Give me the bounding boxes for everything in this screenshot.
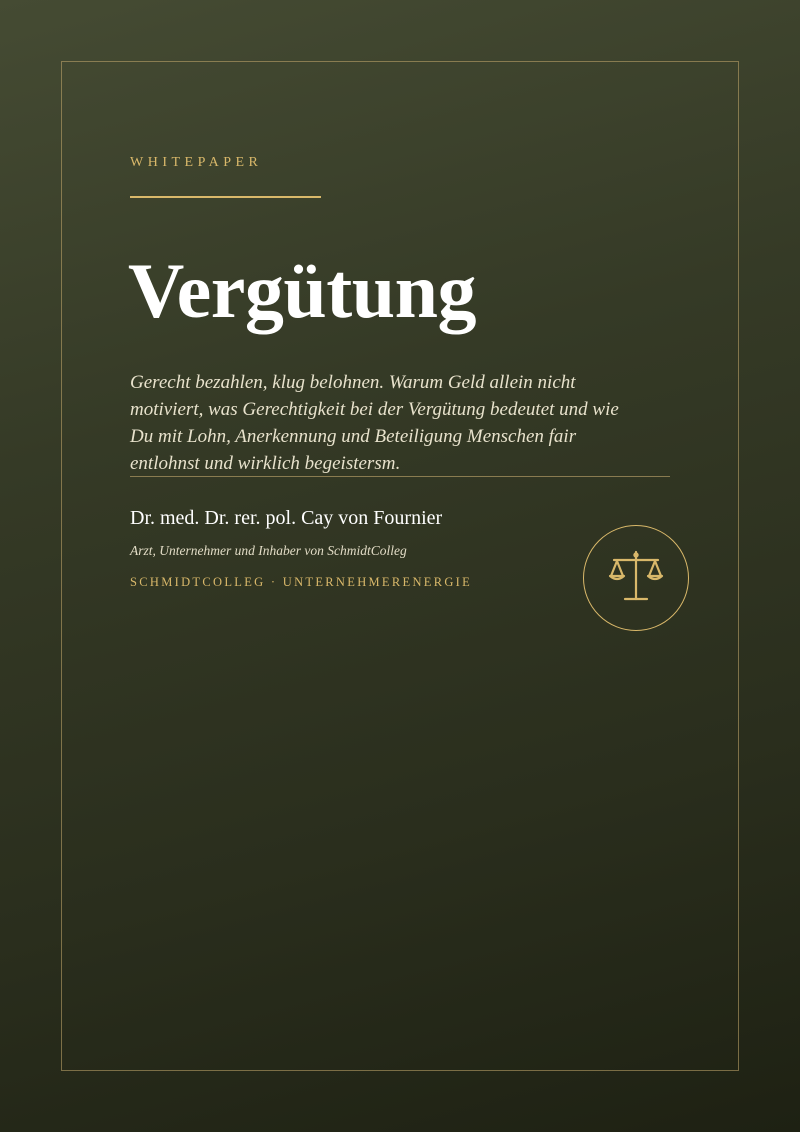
page-title: Vergütung bbox=[128, 247, 477, 334]
author-role: Arzt, Unternehmer und Inhaber von SchmidtColleg bbox=[130, 543, 407, 558]
eyebrow-rule bbox=[130, 196, 321, 198]
author-name: Dr. med. Dr. rer. pol. Cay von Fournier bbox=[130, 507, 443, 529]
seal-badge bbox=[583, 525, 689, 631]
eyebrow-label: WHITEPAPER bbox=[130, 155, 263, 170]
scales-icon bbox=[584, 526, 688, 630]
subtitle: Gerecht bezahlen, klug belohnen. Warum Geld allein nicht motiviert, was Gerechtigkeit bei der Vergütung bedeutet und wie Du mit Lohn, Anerkennung und Beteiligung Menschen fair entlohnst und wirklich begeistersт. bbox=[130, 372, 619, 474]
section-divider bbox=[130, 476, 670, 477]
organization-line: SCHMIDTCOLLEG · UNTERNEHMERENERGIE bbox=[130, 575, 473, 589]
